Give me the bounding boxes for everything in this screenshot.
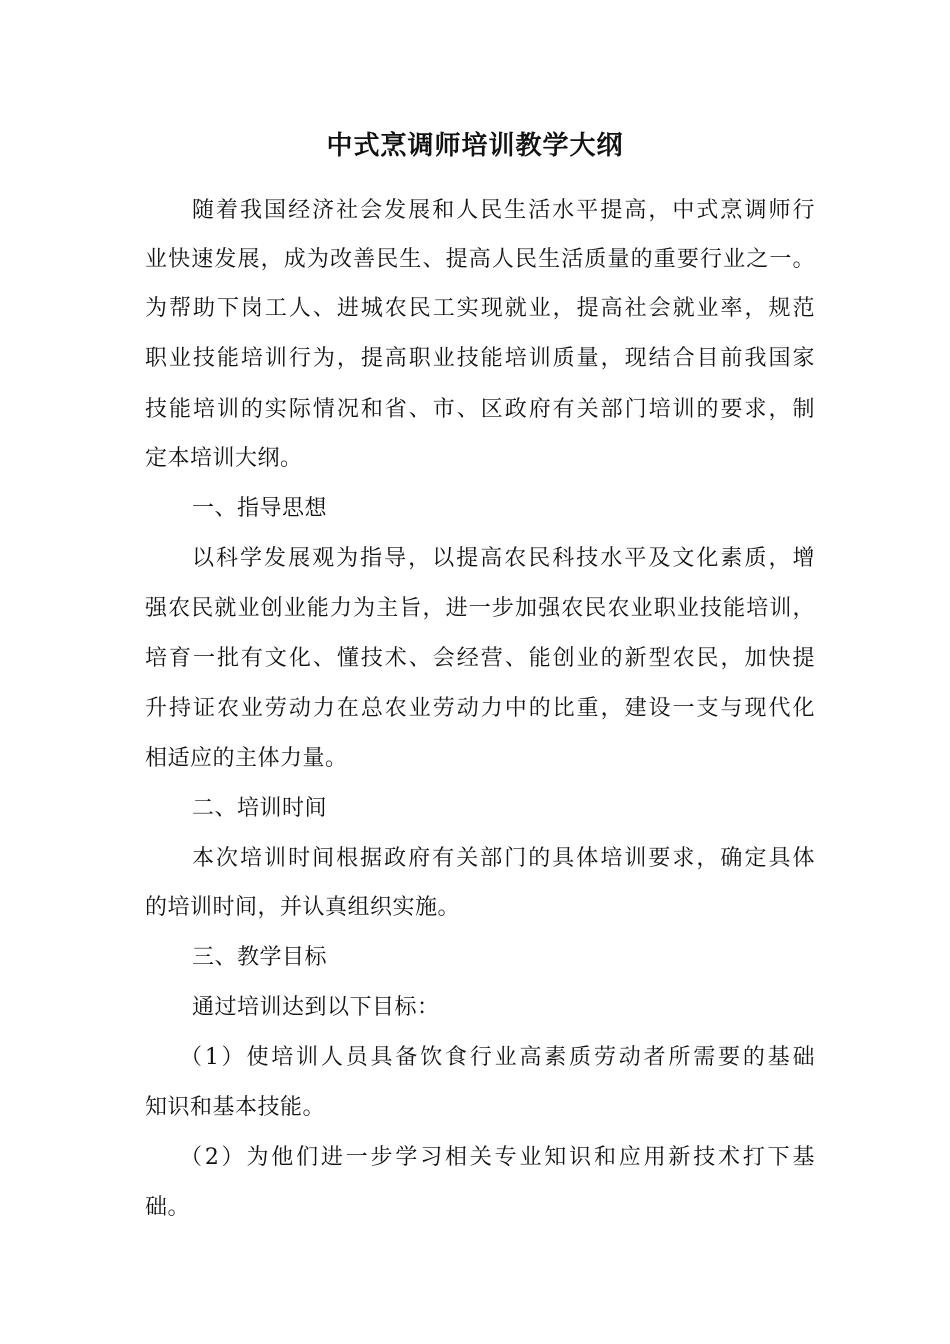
paragraph-line: 本次培训时间根据政府有关部门的具体培训要求，确定具体 xyxy=(192,846,815,871)
paragraph-line: 业快速发展，成为改善民生、提高人民生活质量的重要行业之一。 xyxy=(145,247,815,272)
list-item-line: 知识和基本技能。 xyxy=(145,1095,326,1120)
list-item-line: 础。 xyxy=(145,1195,191,1220)
paragraph-line: 相适应的主体力量。 xyxy=(145,746,348,771)
document-title: 中式烹调师培训教学大纲 xyxy=(326,131,624,161)
list-item-line: （1）使培训人员具备饮食行业高素质劳动者所需要的基础 xyxy=(180,1045,815,1070)
section-heading: 二、培训时间 xyxy=(192,796,328,821)
paragraph-line: 升持证农业劳动力在总农业劳动力中的比重，建设一支与现代化 xyxy=(145,696,815,721)
list-item-line: （2）为他们进一步学习相关专业知识和应用新技术打下基 xyxy=(180,1145,815,1170)
paragraph-line: 培育一批有文化、懂技术、会经营、能创业的新型农民，加快提 xyxy=(145,646,815,671)
paragraph-line: 以科学发展观为指导，以提高农民科技水平及文化素质，增 xyxy=(192,546,815,571)
section-heading: 三、教学目标 xyxy=(192,945,328,970)
paragraph-line: 定本培训大纲。 xyxy=(145,446,303,471)
paragraph-line: 职业技能培训行为，提高职业技能培训质量，现结合目前我国家 xyxy=(145,346,815,371)
paragraph-line: 通过培训达到以下目标： xyxy=(192,995,440,1020)
paragraph-line: 技能培训的实际情况和省、市、区政府有关部门培训的要求，制 xyxy=(145,397,815,422)
paragraph-line: 为帮助下岗工人、进城农民工实现就业，提高社会就业率，规范 xyxy=(145,296,815,321)
paragraph-line: 随着我国经济社会发展和人民生活水平提高，中式烹调师行 xyxy=(192,198,815,223)
paragraph-line: 强农民就业创业能力为主旨，进一步加强农民农业职业技能培训， xyxy=(145,596,815,621)
section-heading: 一、指导思想 xyxy=(192,496,328,521)
paragraph-line: 的培训时间，并认真组织实施。 xyxy=(145,895,461,920)
